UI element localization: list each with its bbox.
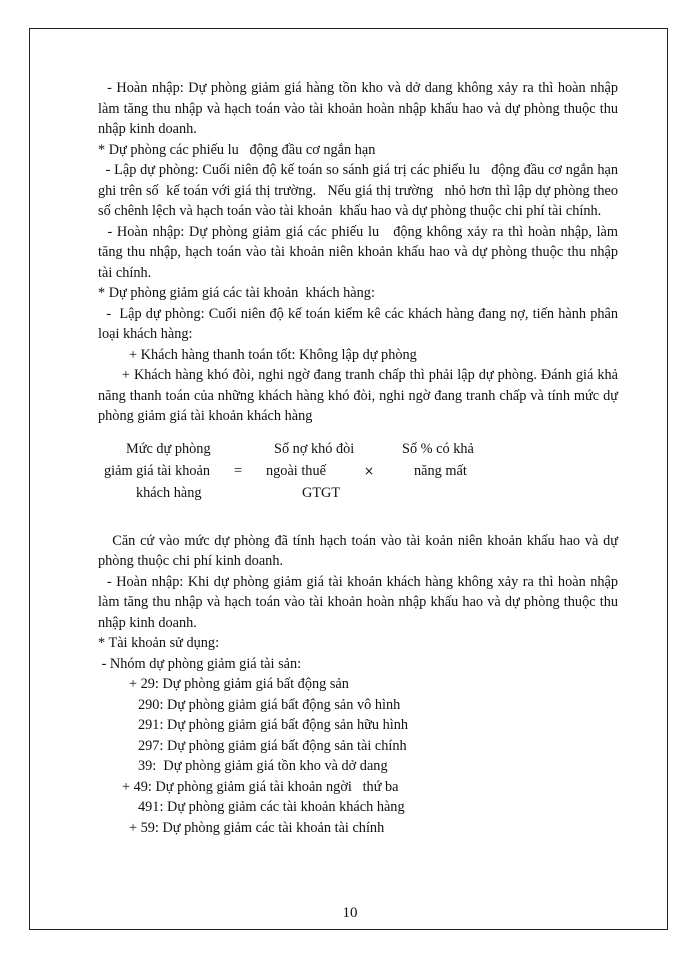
formula-equals: =: [234, 462, 243, 479]
top-paragraphs: [98, 78, 622, 427]
page-number: 10: [342, 905, 358, 921]
paragraph: * Dự phòng các phiếu lu động đầu cơ ngắn hạn: [98, 141, 376, 158]
paragraph: - Hoàn nhập: Dự phòng giảm giá hàng tồn kho và dở dang không xảy ra thì hoàn nhập làm tăng thu nhập và hạch toán vào tài khoản hoàn nhập khấu hao và dự phòng thuộc thu nhập kinh doanh.: [98, 80, 622, 137]
paragraph: + 29: Dự phòng giảm giá bất động sản: [129, 676, 349, 692]
paragraph: 39: Dự phòng giảm giá tồn kho và dở dang: [138, 758, 388, 774]
paragraph: + 59: Dự phòng giảm các tài khoản tài chính: [129, 819, 385, 836]
formula-times-sign: ×: [364, 463, 375, 478]
paragraph: 491: Dự phòng giảm các tài khoản khách hàng: [138, 799, 405, 815]
paragraph: - Hoàn nhập: Dự phòng giảm giá các phiếu lu động không xảy ra thì hoàn nhập, làm tăng thu nhập, hạch toán vào tài khoản niên khoản khấu hao và dự phòng thuộc thu nhập tài chính.: [98, 223, 622, 281]
formula-right-line2: năng mất: [414, 462, 467, 479]
paragraph: * Dự phòng giảm giá các tài khoản khách hàng:: [98, 285, 375, 301]
formula-left-line2: giảm giá tài khoản: [104, 462, 211, 479]
document-body: [98, 78, 622, 838]
formula-mid-line2: ngoài thuế: [266, 462, 326, 479]
formula-mid-line3: GTGT: [302, 484, 341, 501]
paragraph: * Tài khoản sử dụng:: [98, 635, 220, 651]
paragraph: 291: Dự phòng giảm giá bất động sản hữu hình: [138, 717, 409, 733]
formula-left-line1: Mức dự phòng: [126, 440, 211, 457]
formula-right-line1: Số % có khả: [402, 440, 474, 457]
paragraph: + 49: Dự phòng giảm giá tài khoản ngời thứ ba: [122, 778, 399, 795]
paragraph: - Hoàn nhập: Khi dự phòng giảm giá tài khoản khách hàng không xảy ra thì hoàn nhập làm tăng thu nhập và hạch toán vào tài khoản hoàn nhập khấu hao và dự phòng thuộc thu nhập kinh doanh.: [98, 573, 622, 631]
paragraph: + Khách hàng khó đòi, nghi ngờ đang tranh chấp thì phải lập dự phòng. Đánh giá khả năng thanh toán của những khách hàng khó đòi, nghi ngờ đang tranh chấp và tính mức dự phòng giảm giá tài khoản khách hàng: [98, 367, 622, 424]
paragraph: 290: Dự phòng giảm giá bất động sản vô hình: [138, 696, 401, 713]
paragraph: + Khách hàng thanh toán tốt: Không lập dự phòng: [129, 346, 417, 363]
paragraph: - Lập dự phòng: Cuối niên độ kế toán kiểm kê các khách hàng đang nợ, tiến hành phân loại khách hàng:: [98, 305, 622, 342]
formula-mid-line1: Số nợ khó đòi: [274, 440, 355, 457]
formula-left-line3: khách hàng: [136, 484, 202, 501]
paragraph: 297: Dự phòng giảm giá bất động sản tài chính: [138, 737, 407, 754]
provision-formula: [98, 439, 618, 521]
paragraph: Căn cứ vào mức dự phòng đã tính hạch toán vào tài koản niên khoản khấu hao và dự phòng thuộc chi phí kinh doanh.: [98, 532, 622, 569]
paragraph: - Lập dự phòng: Cuối niên độ kế toán so sánh giá trị các phiếu lu động đầu cơ ngắn hạn ghi trên số kế toán với giá thị trường. Nếu giá thị trường nhỏ hơn thì lập dự phòng theo số chênh lệch và hạch toán vào tài khoản khấu hao và dự phòng thuộc chi phí tài chính.: [98, 162, 622, 219]
paragraph: - Nhóm dự phòng giảm giá tài sản:: [98, 655, 302, 672]
bottom-paragraphs: [98, 531, 622, 839]
